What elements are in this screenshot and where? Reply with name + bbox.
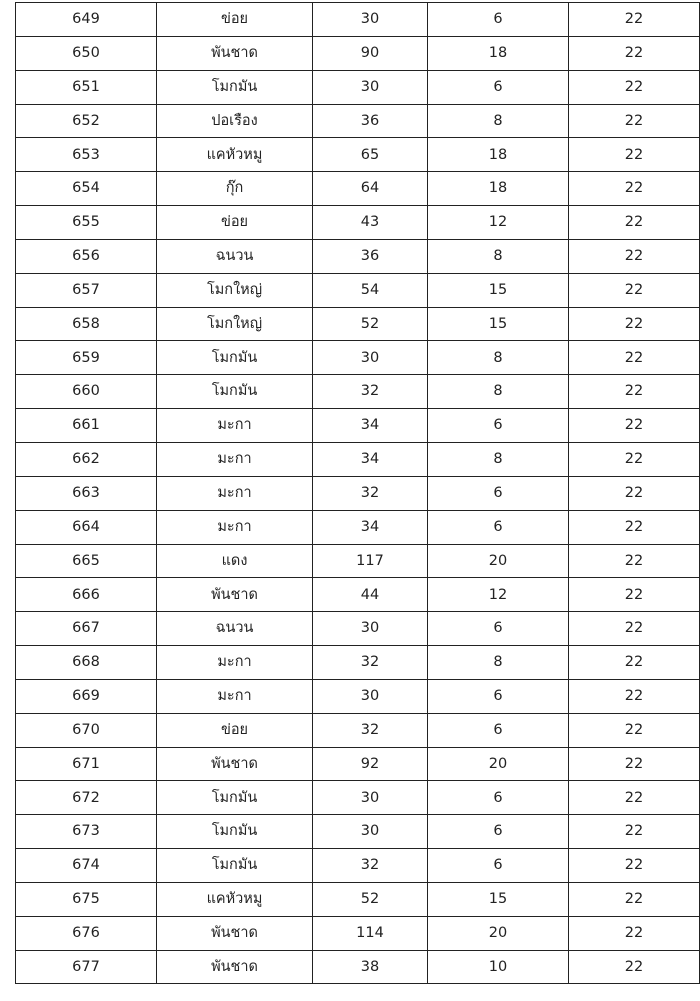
name-cell: แคหัวหมู (157, 138, 313, 172)
value-a-cell: 30 (313, 3, 428, 37)
table-row (16, 544, 700, 578)
name-cell: ข่อย (157, 206, 313, 240)
value-b-cell: 15 (428, 882, 569, 916)
row-number-cell: 665 (16, 544, 157, 578)
value-c-cell: 22 (569, 544, 700, 578)
name-cell: โมกใหญ่ (157, 307, 313, 341)
table-row (16, 70, 700, 104)
value-b-cell: 8 (428, 239, 569, 273)
value-a-cell: 32 (313, 849, 428, 883)
table-row (16, 882, 700, 916)
table-row (16, 476, 700, 510)
value-a-cell: 38 (313, 950, 428, 984)
table-body (16, 3, 700, 984)
table-row (16, 409, 700, 443)
value-c-cell: 22 (569, 849, 700, 883)
name-cell: แดง (157, 544, 313, 578)
value-a-cell: 117 (313, 544, 428, 578)
row-number-cell: 657 (16, 273, 157, 307)
value-a-cell: 64 (313, 172, 428, 206)
table-row (16, 375, 700, 409)
value-b-cell: 18 (428, 36, 569, 70)
row-number-cell: 651 (16, 70, 157, 104)
value-b-cell: 8 (428, 341, 569, 375)
value-b-cell: 12 (428, 206, 569, 240)
table-row (16, 442, 700, 476)
value-c-cell: 22 (569, 375, 700, 409)
value-b-cell: 15 (428, 273, 569, 307)
value-a-cell: 52 (313, 882, 428, 916)
value-b-cell: 6 (428, 476, 569, 510)
value-c-cell: 22 (569, 950, 700, 984)
table-row (16, 510, 700, 544)
table-row (16, 612, 700, 646)
value-c-cell: 22 (569, 713, 700, 747)
table-row (16, 815, 700, 849)
row-number-cell: 662 (16, 442, 157, 476)
table-row (16, 341, 700, 375)
value-c-cell: 22 (569, 239, 700, 273)
row-number-cell: 673 (16, 815, 157, 849)
name-cell: ข่อย (157, 713, 313, 747)
value-c-cell: 22 (569, 70, 700, 104)
value-b-cell: 12 (428, 578, 569, 612)
value-a-cell: 114 (313, 916, 428, 950)
value-c-cell: 22 (569, 747, 700, 781)
name-cell: โมกมัน (157, 70, 313, 104)
value-b-cell: 18 (428, 138, 569, 172)
value-a-cell: 36 (313, 104, 428, 138)
value-b-cell: 6 (428, 815, 569, 849)
value-c-cell: 22 (569, 612, 700, 646)
table-row (16, 104, 700, 138)
value-c-cell: 22 (569, 679, 700, 713)
row-number-cell: 674 (16, 849, 157, 883)
name-cell: โมกใหญ่ (157, 273, 313, 307)
name-cell: พันชาด (157, 916, 313, 950)
value-c-cell: 22 (569, 578, 700, 612)
row-number-cell: 655 (16, 206, 157, 240)
name-cell: โมกมัน (157, 341, 313, 375)
value-b-cell: 18 (428, 172, 569, 206)
row-number-cell: 668 (16, 646, 157, 680)
value-c-cell: 22 (569, 307, 700, 341)
value-a-cell: 30 (313, 70, 428, 104)
value-a-cell: 30 (313, 341, 428, 375)
row-number-cell: 667 (16, 612, 157, 646)
name-cell: ข่อย (157, 3, 313, 37)
value-b-cell: 8 (428, 646, 569, 680)
table-row (16, 239, 700, 273)
row-number-cell: 671 (16, 747, 157, 781)
value-a-cell: 30 (313, 612, 428, 646)
row-number-cell: 654 (16, 172, 157, 206)
value-c-cell: 22 (569, 882, 700, 916)
row-number-cell: 656 (16, 239, 157, 273)
row-number-cell: 676 (16, 916, 157, 950)
value-c-cell: 22 (569, 206, 700, 240)
value-a-cell: 30 (313, 815, 428, 849)
value-b-cell: 6 (428, 510, 569, 544)
name-cell: โมกมัน (157, 849, 313, 883)
row-number-cell: 649 (16, 3, 157, 37)
table-row (16, 138, 700, 172)
table-row (16, 679, 700, 713)
value-b-cell: 10 (428, 950, 569, 984)
table-row (16, 781, 700, 815)
value-c-cell: 22 (569, 36, 700, 70)
row-number-cell: 670 (16, 713, 157, 747)
value-c-cell: 22 (569, 3, 700, 37)
table-row (16, 578, 700, 612)
table-row (16, 36, 700, 70)
value-a-cell: 32 (313, 476, 428, 510)
value-b-cell: 15 (428, 307, 569, 341)
name-cell: ฉนวน (157, 612, 313, 646)
value-c-cell: 22 (569, 341, 700, 375)
name-cell: มะกา (157, 679, 313, 713)
row-number-cell: 664 (16, 510, 157, 544)
value-b-cell: 6 (428, 679, 569, 713)
name-cell: กุ๊ก (157, 172, 313, 206)
table-row (16, 3, 700, 37)
table-row (16, 307, 700, 341)
table-row (16, 916, 700, 950)
value-c-cell: 22 (569, 916, 700, 950)
name-cell: มะกา (157, 409, 313, 443)
value-c-cell: 22 (569, 104, 700, 138)
name-cell: พันชาด (157, 747, 313, 781)
value-a-cell: 36 (313, 239, 428, 273)
value-a-cell: 32 (313, 646, 428, 680)
value-c-cell: 22 (569, 510, 700, 544)
table-row (16, 747, 700, 781)
row-number-cell: 663 (16, 476, 157, 510)
data-table (15, 2, 700, 984)
name-cell: มะกา (157, 646, 313, 680)
row-number-cell: 666 (16, 578, 157, 612)
row-number-cell: 658 (16, 307, 157, 341)
value-b-cell: 6 (428, 849, 569, 883)
row-number-cell: 677 (16, 950, 157, 984)
name-cell: ฉนวน (157, 239, 313, 273)
value-b-cell: 6 (428, 409, 569, 443)
value-c-cell: 22 (569, 476, 700, 510)
value-a-cell: 92 (313, 747, 428, 781)
value-b-cell: 20 (428, 544, 569, 578)
value-c-cell: 22 (569, 815, 700, 849)
value-b-cell: 6 (428, 713, 569, 747)
value-c-cell: 22 (569, 409, 700, 443)
name-cell: แคหัวหมู (157, 882, 313, 916)
row-number-cell: 669 (16, 679, 157, 713)
value-a-cell: 34 (313, 409, 428, 443)
value-c-cell: 22 (569, 172, 700, 206)
value-b-cell: 8 (428, 104, 569, 138)
row-number-cell: 661 (16, 409, 157, 443)
value-b-cell: 6 (428, 3, 569, 37)
name-cell: ปอเรือง (157, 104, 313, 138)
value-b-cell: 8 (428, 442, 569, 476)
value-b-cell: 6 (428, 612, 569, 646)
name-cell: มะกา (157, 442, 313, 476)
table-row (16, 273, 700, 307)
table-row (16, 646, 700, 680)
value-a-cell: 30 (313, 679, 428, 713)
table-row (16, 713, 700, 747)
row-number-cell: 672 (16, 781, 157, 815)
name-cell: พันชาด (157, 36, 313, 70)
value-a-cell: 52 (313, 307, 428, 341)
row-number-cell: 675 (16, 882, 157, 916)
name-cell: โมกมัน (157, 375, 313, 409)
value-b-cell: 20 (428, 747, 569, 781)
value-c-cell: 22 (569, 138, 700, 172)
name-cell: โมกมัน (157, 781, 313, 815)
value-a-cell: 44 (313, 578, 428, 612)
value-b-cell: 6 (428, 781, 569, 815)
value-a-cell: 34 (313, 442, 428, 476)
name-cell: พันชาด (157, 578, 313, 612)
value-b-cell: 8 (428, 375, 569, 409)
row-number-cell: 659 (16, 341, 157, 375)
value-a-cell: 32 (313, 375, 428, 409)
table-row (16, 849, 700, 883)
value-b-cell: 20 (428, 916, 569, 950)
name-cell: โมกมัน (157, 815, 313, 849)
name-cell: พันชาด (157, 950, 313, 984)
row-number-cell: 653 (16, 138, 157, 172)
value-b-cell: 6 (428, 70, 569, 104)
table-row (16, 172, 700, 206)
value-a-cell: 32 (313, 713, 428, 747)
value-c-cell: 22 (569, 273, 700, 307)
name-cell: มะกา (157, 476, 313, 510)
value-a-cell: 43 (313, 206, 428, 240)
value-a-cell: 30 (313, 781, 428, 815)
table-row (16, 206, 700, 240)
value-c-cell: 22 (569, 781, 700, 815)
row-number-cell: 652 (16, 104, 157, 138)
value-a-cell: 90 (313, 36, 428, 70)
value-c-cell: 22 (569, 646, 700, 680)
value-c-cell: 22 (569, 442, 700, 476)
value-a-cell: 65 (313, 138, 428, 172)
row-number-cell: 650 (16, 36, 157, 70)
value-a-cell: 54 (313, 273, 428, 307)
row-number-cell: 660 (16, 375, 157, 409)
value-a-cell: 34 (313, 510, 428, 544)
name-cell: มะกา (157, 510, 313, 544)
table-row (16, 950, 700, 984)
